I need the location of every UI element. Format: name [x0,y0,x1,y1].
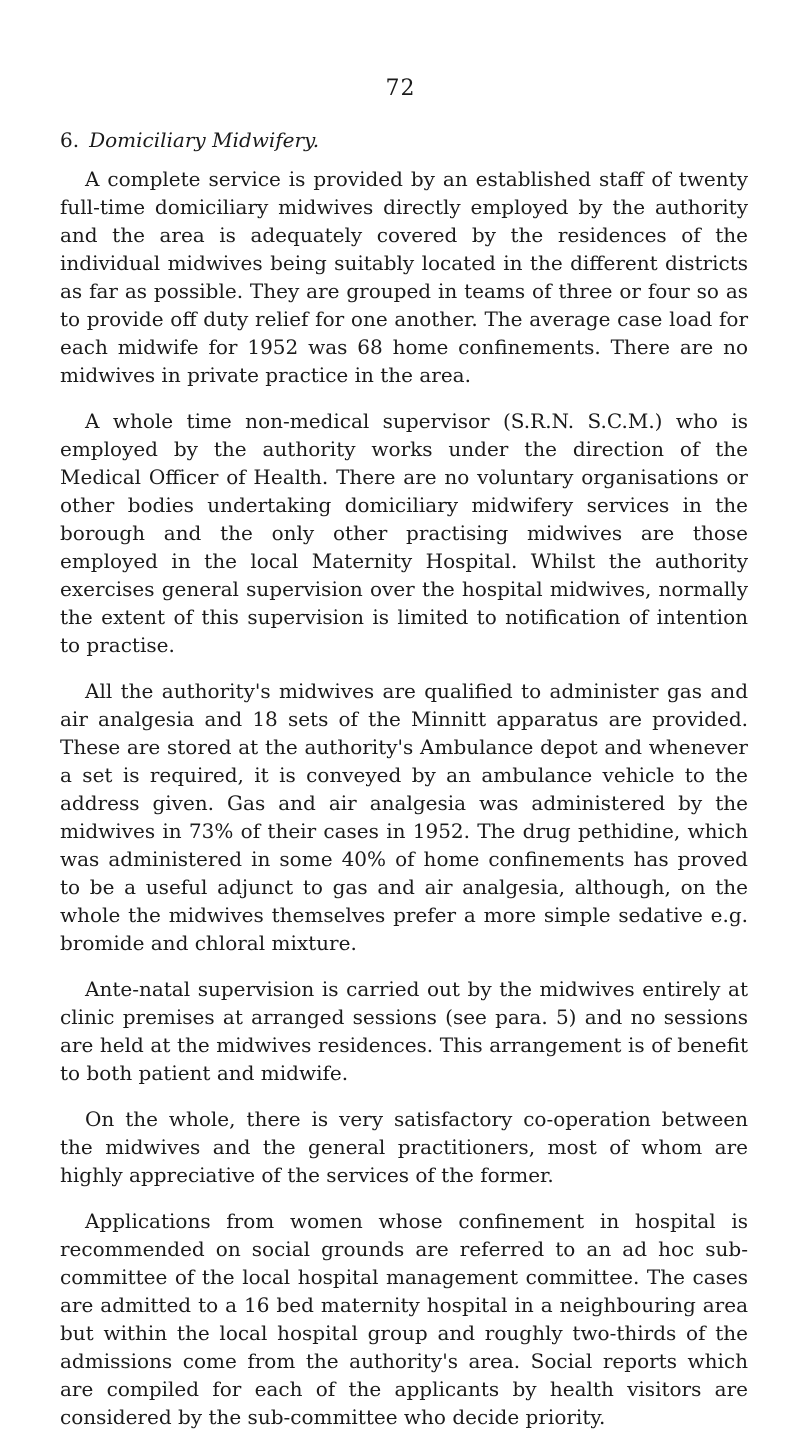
page-number: 72 [385,76,416,101]
paragraph-supervisor: A whole time non-medical supervisor (S.R.N. S.C.M.) who is employed by the authority works under the direction of the Medical Officer of Health. There are no voluntary organisations or other bodies undertaking domiciliary midwifery services in the borough and the only other practising midwives are those employed in the local Maternity Hospital. Whilst the authority exercises general supervision over the hospital midwives, normally the extent of this supervision is limited to notification of intention to practise. [60,409,748,657]
section-heading [60,126,748,154]
paragraph-staffing: A complete service is provided by an established staff of twenty full-time domiciliary midwives directly employed by the authority and the area is adequately covered by the residences of the individual midwives being suitably located in the different districts as far as possible. They are grouped in teams of three or four so as to provide off duty relief for one another. The average case load for each midwife for 1952 was 68 home confinements. There are no midwives in private practice in the area. [60,167,748,387]
paragraph-analgesia: All the authority's midwives are qualified to administer gas and air analgesia and 18 sets of the Minnitt apparatus are provided. These are stored at the authority's Ambulance depot and whenever a set is required, it is conveyed by an ambulance vehicle to the address given. Gas and air analgesia was administered by the midwives in 73% of their cases in 1952. The drug pethidine, which was administered in some 40% of home confinements has proved to be a useful adjunct to gas and air analgesia, although, on the whole the midwives themselves prefer a more simple sedative e.g. bromide and chloral mixture. [60,679,748,955]
section-title: Domiciliary Midwifery. [89,128,320,152]
paragraph-ante-natal: Ante-natal supervision is carried out by the midwives entirely at clinic premises at arranged sessions (see para. 5) and no sessions are held at the midwives residences. This arrangement is of benefit to both patient and midwife. [60,977,748,1085]
document-body [60,126,748,1449]
section-number: 6. [60,128,80,152]
paragraph-co-operation: On the whole, there is very satisfactory co-operation between the midwives and the general practitioners, most of whom are highly appreciative of the services of the former. [60,1107,748,1187]
paragraph-applications: Applications from women whose confinement in hospital is recommended on social grounds are referred to an ad hoc sub-committee of the local hospital management committee. The cases are admitted to a 16 bed maternity hospital in a neighbouring area but within the local hospital group and roughly two-thirds of the admissions come from the authority's area. Social reports which are compiled for each of the applicants by health visitors are considered by the sub-committee who decide priority. [60,1209,748,1429]
